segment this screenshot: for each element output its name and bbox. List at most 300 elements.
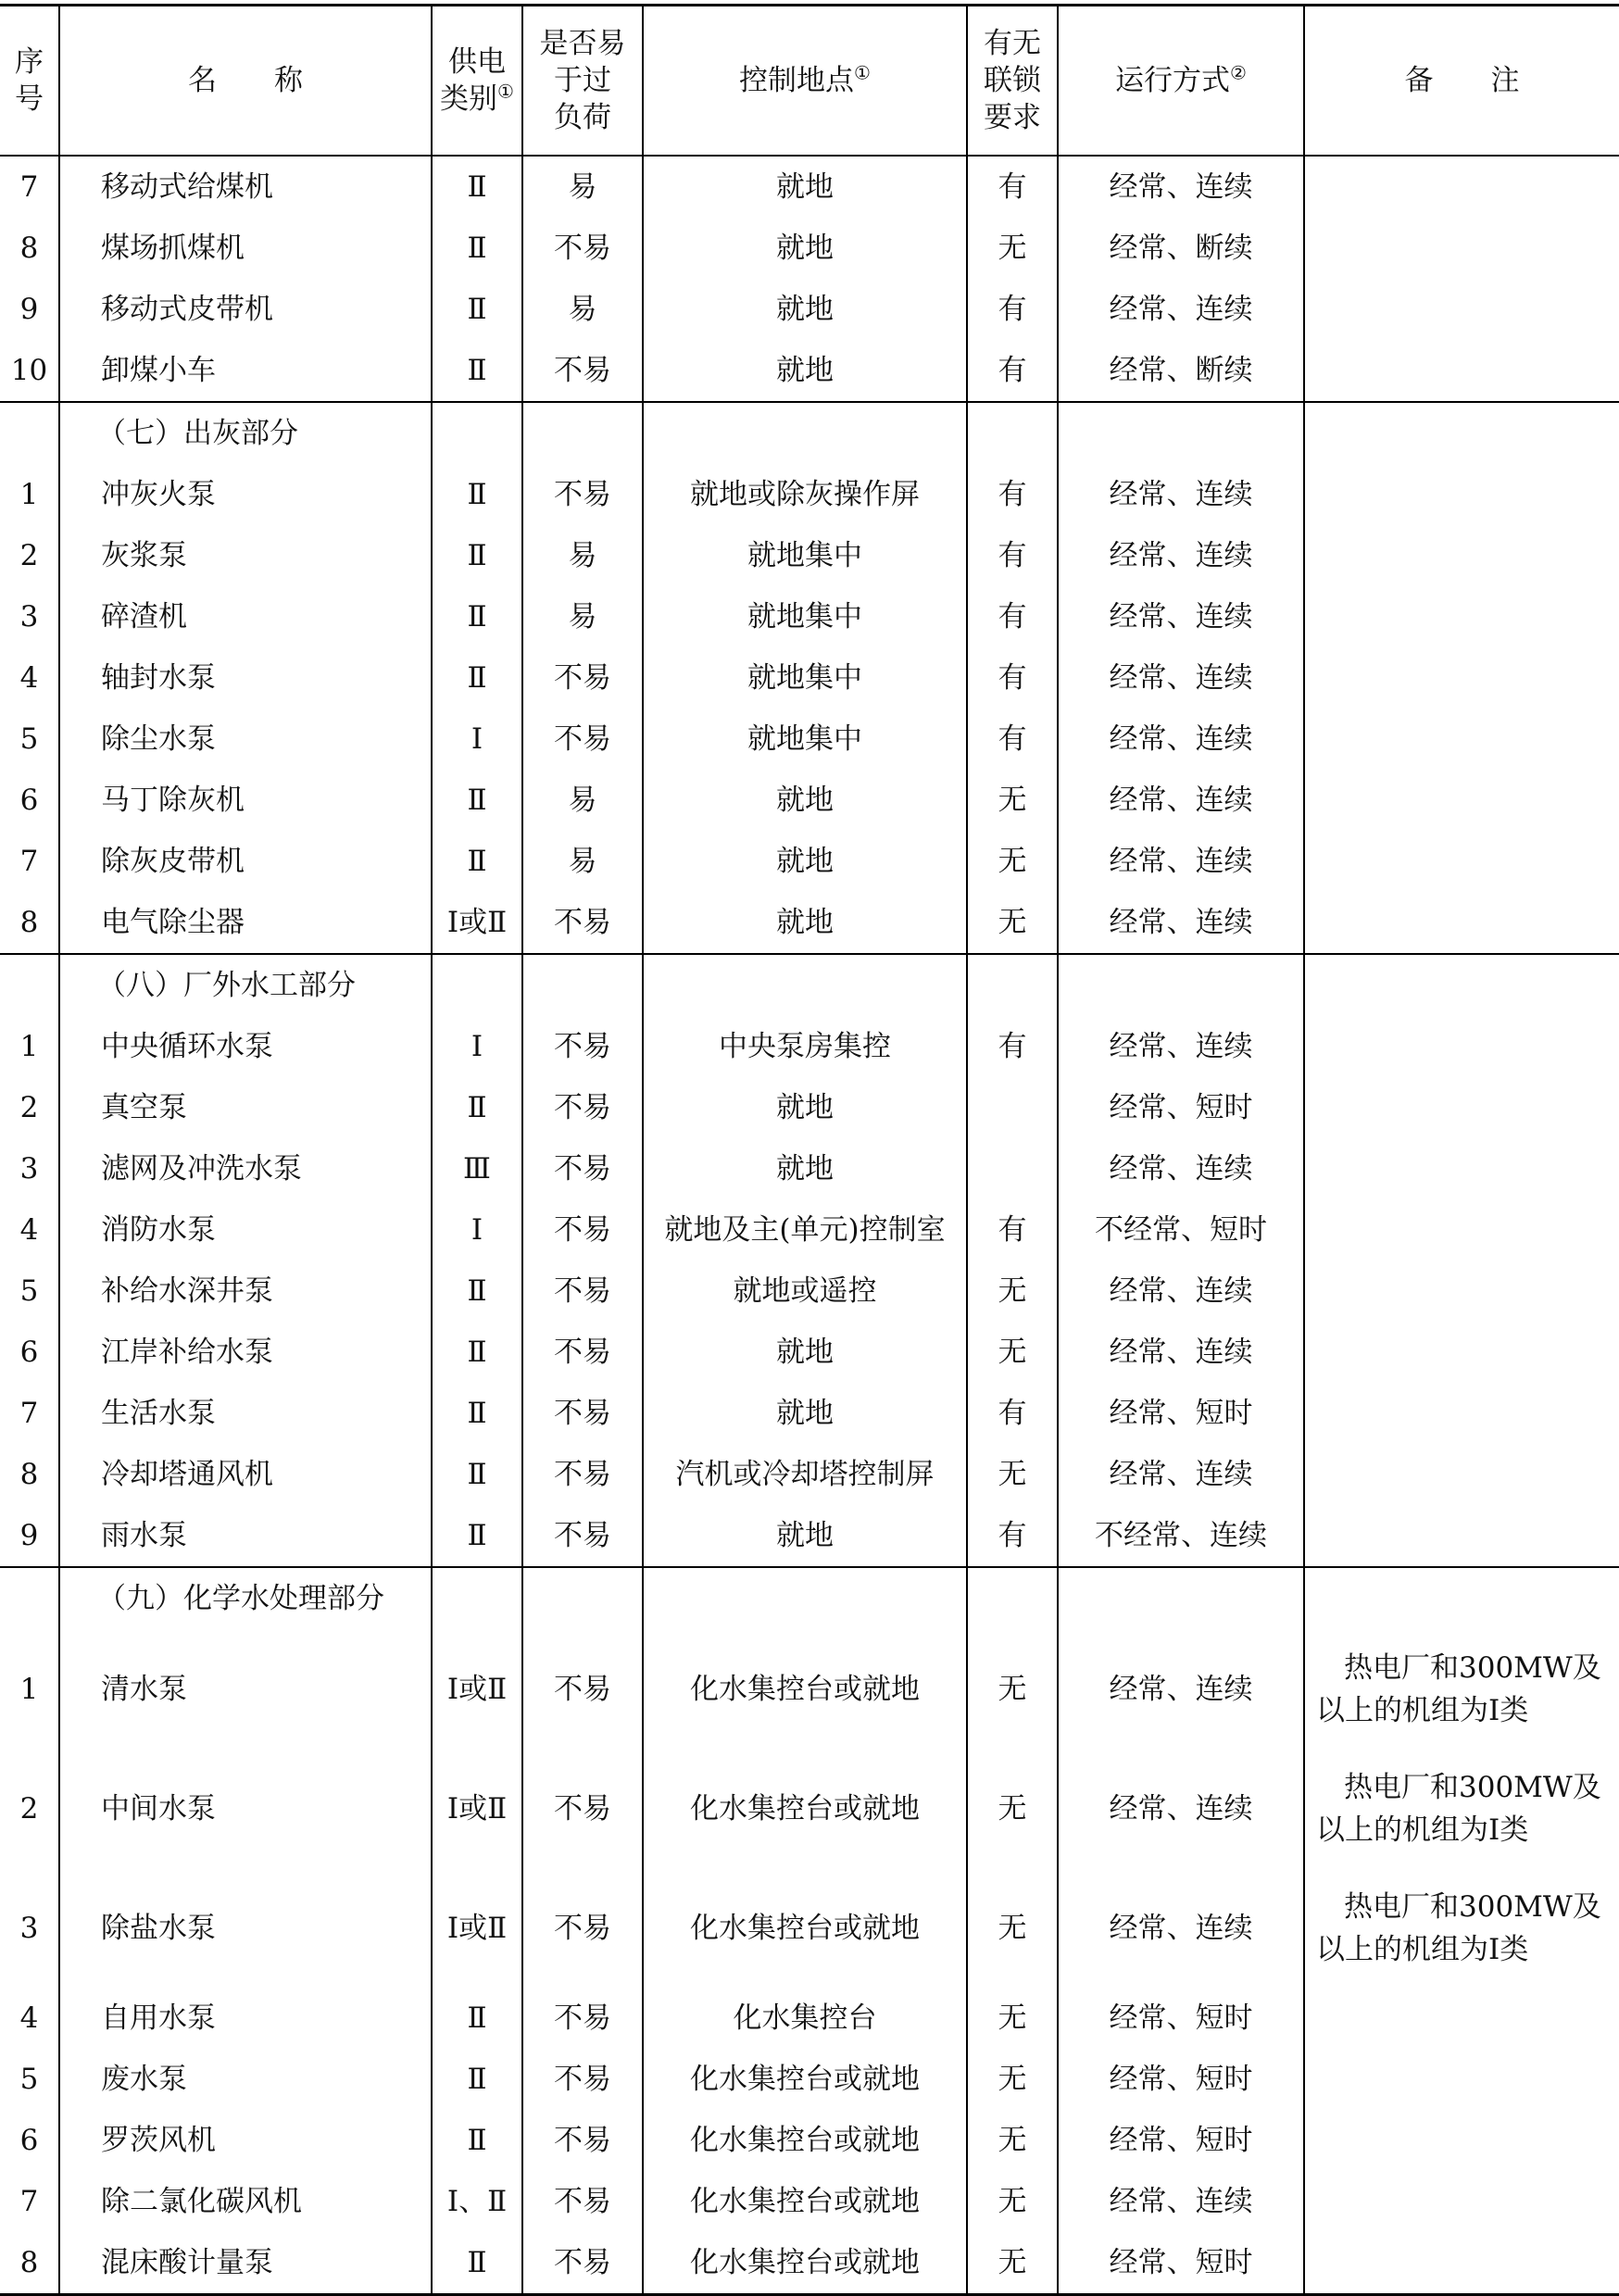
overload-prone: 不易: [522, 1016, 643, 1077]
table-cell: [432, 1567, 522, 1629]
table-cell: [432, 402, 522, 464]
overload-prone: 不易: [522, 464, 643, 525]
header-interlock-line: 联锁: [984, 64, 1041, 97]
operation-mode: 经常、连续: [1058, 1868, 1304, 1988]
remarks: [1304, 709, 1619, 770]
control-location: 就地及主(单元)控制室: [643, 1199, 967, 1261]
table-cell: [643, 954, 967, 1016]
power-class: Ⅰ: [432, 709, 522, 770]
row-number: 4: [19, 1213, 39, 1247]
equipment-name: 江岸补给水泵: [59, 1322, 432, 1383]
table-cell: [1304, 402, 1619, 464]
overload-prone: 不易: [522, 2110, 643, 2171]
control-location: 就地: [643, 340, 967, 402]
table-cell: [522, 954, 643, 1016]
table-row: [0, 1199, 1619, 1261]
equipment-name: 电气除尘器: [59, 892, 432, 954]
control-location: 化水集控台: [643, 1988, 967, 2049]
table-row: [0, 1749, 1619, 1868]
row-number: 2: [19, 539, 39, 572]
overload-prone: 不易: [522, 709, 643, 770]
interlock-required: 无: [967, 1444, 1058, 1505]
header-power-class-line: 供电: [448, 45, 506, 79]
remarks: [1304, 770, 1619, 831]
table-row: [0, 2110, 1619, 2171]
operation-mode: 经常、连续: [1058, 647, 1304, 709]
equipment-name: 碎渣机: [59, 586, 432, 647]
interlock-required: 有: [967, 1505, 1058, 1567]
interlock-required: 无: [967, 1988, 1058, 2049]
header-name: 名 称: [59, 6, 432, 157]
equipment-name: 中间水泵: [59, 1749, 432, 1868]
overload-prone: 易: [522, 770, 643, 831]
power-class: Ⅱ: [432, 156, 522, 218]
operation-mode: 经常、短时: [1058, 2049, 1304, 2110]
equipment-name: 消防水泵: [59, 1199, 432, 1261]
header-no: [0, 6, 59, 157]
row-number: 8: [19, 1458, 39, 1491]
overload-prone: 不易: [522, 340, 643, 402]
control-location: 就地: [643, 156, 967, 218]
remarks: [1304, 1868, 1619, 1988]
table-row: [0, 1629, 1619, 1749]
overload-prone: 不易: [522, 1629, 643, 1749]
control-location: 就地集中: [643, 586, 967, 647]
table-row: [0, 156, 1619, 218]
interlock-required: 无: [967, 2049, 1058, 2110]
equipment-name: 补给水深井泵: [59, 1261, 432, 1322]
power-class: Ⅱ: [432, 218, 522, 279]
equipment-name: 清水泵: [59, 1629, 432, 1749]
header-interlock-line: 有无: [984, 27, 1041, 60]
table-row: [0, 1138, 1619, 1199]
row-number: 1: [19, 1030, 39, 1063]
interlock-required: 有: [967, 586, 1058, 647]
equipment-name: 中央循环水泵: [59, 1016, 432, 1077]
header-no-line: 号: [15, 82, 44, 116]
overload-prone: 易: [522, 586, 643, 647]
overload-prone: 不易: [522, 1444, 643, 1505]
operation-mode: 经常、连续: [1058, 1138, 1304, 1199]
power-class: Ⅱ: [432, 464, 522, 525]
interlock-required: 无: [967, 218, 1058, 279]
header-power-class: [432, 6, 522, 157]
header-remarks: 备 注: [1304, 6, 1619, 157]
table-row: [0, 2049, 1619, 2110]
control-location: 化水集控台或就地: [643, 1868, 967, 1988]
remarks: [1304, 1016, 1619, 1077]
operation-mode: 经常、连续: [1058, 1016, 1304, 1077]
table-row: [0, 525, 1619, 586]
control-location: 化水集控台或就地: [643, 2049, 967, 2110]
table-row: [0, 647, 1619, 709]
power-class: Ⅰ或Ⅱ: [432, 1749, 522, 1868]
remarks: [1304, 586, 1619, 647]
equipment-name: 卸煤小车: [59, 340, 432, 402]
table-cell: [522, 1567, 643, 1629]
operation-mode: 不经常、短时: [1058, 1199, 1304, 1261]
equipment-name: 冲灰火泵: [59, 464, 432, 525]
remarks: [1304, 1077, 1619, 1138]
section-title: （九）化学水处理部分: [59, 1567, 432, 1629]
row-number: 7: [19, 1397, 39, 1430]
operation-mode: 经常、连续: [1058, 831, 1304, 892]
operation-mode: 经常、连续: [1058, 586, 1304, 647]
table-row: [0, 464, 1619, 525]
overload-prone: 易: [522, 156, 643, 218]
overload-prone: 不易: [522, 1988, 643, 2049]
interlock-required: 有: [967, 156, 1058, 218]
overload-prone: 不易: [522, 2049, 643, 2110]
table-row: [0, 340, 1619, 402]
equipment-name: 罗茨风机: [59, 2110, 432, 2171]
operation-mode: 经常、连续: [1058, 709, 1304, 770]
section-row: [0, 402, 1619, 464]
overload-prone: 不易: [522, 1322, 643, 1383]
row-number: 9: [19, 293, 39, 326]
header-interlock: [967, 6, 1058, 157]
section-row: [0, 954, 1619, 1016]
power-class: Ⅱ: [432, 525, 522, 586]
table-body: [0, 156, 1619, 2295]
equipment-name: 混床酸计量泵: [59, 2232, 432, 2295]
control-location: 化水集控台或就地: [643, 2171, 967, 2232]
operation-mode: 经常、连续: [1058, 1444, 1304, 1505]
row-number: 7: [19, 170, 39, 204]
operation-mode: 经常、断续: [1058, 340, 1304, 402]
table-row: [0, 892, 1619, 954]
remarks: [1304, 1199, 1619, 1261]
table-row: [0, 2171, 1619, 2232]
table-row: [0, 831, 1619, 892]
remarks: [1304, 831, 1619, 892]
header-overload-line: 负荷: [554, 101, 611, 134]
operation-mode: 经常、短时: [1058, 2232, 1304, 2295]
row-number: 3: [19, 1152, 39, 1186]
table-cell: [643, 402, 967, 464]
equipment-name: 移动式皮带机: [59, 279, 432, 340]
table-cell: [1058, 954, 1304, 1016]
overload-prone: 易: [522, 279, 643, 340]
table-cell: [967, 402, 1058, 464]
remarks: [1304, 2232, 1619, 2295]
power-class: Ⅱ: [432, 647, 522, 709]
table-cell: [432, 954, 522, 1016]
control-location: 就地: [643, 1138, 967, 1199]
control-location: 就地: [643, 1077, 967, 1138]
operation-mode: 经常、短时: [1058, 2110, 1304, 2171]
control-location: 就地: [643, 279, 967, 340]
interlock-required: 无: [967, 1749, 1058, 1868]
operation-mode: 经常、连续: [1058, 1629, 1304, 1749]
power-class: Ⅱ: [432, 770, 522, 831]
remarks: [1304, 340, 1619, 402]
power-class: Ⅱ: [432, 1261, 522, 1322]
section-title: （七）出灰部分: [59, 402, 432, 464]
operation-mode: 经常、连续: [1058, 464, 1304, 525]
operation-mode: 经常、连续: [1058, 770, 1304, 831]
interlock-required: 有: [967, 1016, 1058, 1077]
remarks: [1304, 2049, 1619, 2110]
power-class: Ⅲ: [432, 1138, 522, 1199]
operation-mode: 经常、短时: [1058, 1383, 1304, 1444]
header-operation: 运行方式②: [1058, 6, 1304, 157]
operation-mode: 经常、连续: [1058, 279, 1304, 340]
power-class: Ⅱ: [432, 1322, 522, 1383]
operation-mode: 经常、短时: [1058, 1077, 1304, 1138]
remarks: [1304, 1322, 1619, 1383]
interlock-required: 无: [967, 1322, 1058, 1383]
operation-mode: 经常、连续: [1058, 892, 1304, 954]
table-row: [0, 1868, 1619, 1988]
remarks: [1304, 1383, 1619, 1444]
row-number: 9: [0, 1505, 59, 1567]
table-row: [0, 1261, 1619, 1322]
power-class: Ⅱ: [432, 1505, 522, 1567]
control-location: 化水集控台或就地: [643, 1749, 967, 1868]
row-number: 5: [19, 2063, 39, 2096]
power-class: Ⅱ: [432, 586, 522, 647]
table-cell: [0, 954, 59, 1016]
operation-mode: 经常、断续: [1058, 218, 1304, 279]
remarks: [1304, 2110, 1619, 2171]
control-location: 就地集中: [643, 525, 967, 586]
overload-prone: 不易: [522, 1261, 643, 1322]
row-number: 5: [19, 1274, 39, 1308]
control-location: 化水集控台或就地: [643, 2232, 967, 2295]
overload-prone: 不易: [522, 647, 643, 709]
control-location: 中央泵房集控: [643, 1016, 967, 1077]
equipment-name: 除灰皮带机: [59, 831, 432, 892]
equipment-name: 自用水泵: [59, 1988, 432, 2049]
row-number: 1: [19, 478, 39, 511]
power-class: Ⅱ: [432, 831, 522, 892]
table-row: [0, 2232, 1619, 2295]
overload-prone: 易: [522, 831, 643, 892]
equipment-name: 废水泵: [59, 2049, 432, 2110]
operation-mode: 经常、连续: [1058, 1749, 1304, 1868]
remarks: [1304, 2171, 1619, 2232]
control-location: 就地: [643, 1383, 967, 1444]
header-control: 控制地点①: [643, 6, 967, 157]
remarks: [1304, 156, 1619, 218]
control-location: 就地: [643, 1505, 967, 1567]
remarks: [1304, 279, 1619, 340]
table-row: [0, 1322, 1619, 1383]
remarks: [1304, 218, 1619, 279]
interlock-required: 无: [967, 2171, 1058, 2232]
control-location: 汽机或冷却塔控制屏: [643, 1444, 967, 1505]
equipment-name: 轴封水泵: [59, 647, 432, 709]
overload-prone: 不易: [522, 1868, 643, 1988]
power-class: Ⅰ或Ⅱ: [432, 1868, 522, 1988]
overload-prone: 不易: [522, 1077, 643, 1138]
header-overload: [522, 6, 643, 157]
table-row: [0, 1383, 1619, 1444]
row-number: 2: [19, 1091, 39, 1124]
row-number: 6: [19, 784, 39, 817]
operation-mode: 经常、连续: [1058, 525, 1304, 586]
equipment-name: 除二氯化碳风机: [59, 2171, 432, 2232]
overload-prone: 不易: [522, 1749, 643, 1868]
table-cell: [0, 402, 59, 464]
power-class: Ⅱ: [432, 2110, 522, 2171]
power-class: Ⅱ: [432, 1444, 522, 1505]
control-location: 化水集控台或就地: [643, 1629, 967, 1749]
control-location: 就地集中: [643, 647, 967, 709]
overload-prone: 不易: [522, 1138, 643, 1199]
table-cell: [1058, 1567, 1304, 1629]
interlock-required: 有: [967, 1383, 1058, 1444]
interlock-required: 有: [967, 279, 1058, 340]
power-class: Ⅱ: [432, 1077, 522, 1138]
operation-mode: 经常、短时: [1058, 1988, 1304, 2049]
table-row: [0, 1988, 1619, 2049]
remarks: [1304, 464, 1619, 525]
power-class: Ⅱ: [432, 279, 522, 340]
control-location: 就地: [643, 218, 967, 279]
remarks: [1304, 1988, 1619, 2049]
power-class: Ⅰ: [432, 1016, 522, 1077]
control-location: 就地: [643, 892, 967, 954]
power-class: Ⅱ: [432, 2232, 522, 2295]
table-header: [0, 6, 1619, 157]
interlock-required: 无: [967, 1629, 1058, 1749]
overload-prone: 不易: [522, 892, 643, 954]
row-number: 6: [19, 1336, 39, 1369]
row-number: 8: [0, 892, 59, 954]
interlock-required: 无: [967, 831, 1058, 892]
control-location: 就地或遥控: [643, 1261, 967, 1322]
row-number: 3: [19, 1911, 39, 1945]
table-row: [0, 279, 1619, 340]
remarks-text: 热电厂和300MW及以上的机组为Ⅰ类: [1316, 1770, 1601, 1847]
overload-prone: 不易: [522, 218, 643, 279]
header-overload-line: 是否易: [539, 27, 626, 60]
remarks: [1304, 1138, 1619, 1199]
equipment-name: 灰浆泵: [59, 525, 432, 586]
row-number: 10: [0, 340, 59, 402]
equipment-name: 除尘水泵: [59, 709, 432, 770]
power-class: Ⅰ、Ⅱ: [432, 2171, 522, 2232]
header-interlock-line: 要求: [984, 101, 1041, 134]
overload-prone: 不易: [522, 2171, 643, 2232]
interlock-required: 无: [967, 892, 1058, 954]
interlock-required: [967, 1138, 1058, 1199]
table-row: [0, 218, 1619, 279]
overload-prone: 不易: [522, 1505, 643, 1567]
table-cell: [967, 954, 1058, 1016]
interlock-required: 无: [967, 1868, 1058, 1988]
row-number: 3: [19, 600, 39, 634]
remarks-text: 热电厂和300MW及以上的机组为Ⅰ类: [1316, 1650, 1601, 1727]
table-cell: [0, 1567, 59, 1629]
equipment-name: 煤场抓煤机: [59, 218, 432, 279]
table-cell: [1058, 402, 1304, 464]
interlock-required: 有: [967, 1199, 1058, 1261]
control-location: 就地: [643, 1322, 967, 1383]
row-number: 2: [19, 1791, 39, 1826]
power-class: Ⅰ: [432, 1199, 522, 1261]
header-no-line: 序: [15, 45, 44, 79]
control-location: 就地: [643, 770, 967, 831]
operation-mode: 经常、连续: [1058, 2171, 1304, 2232]
table-row: [0, 586, 1619, 647]
power-class: Ⅱ: [432, 1988, 522, 2049]
interlock-required: 有: [967, 525, 1058, 586]
power-class: Ⅱ: [432, 2049, 522, 2110]
interlock-required: 有: [967, 464, 1058, 525]
remarks: [1304, 892, 1619, 954]
remarks: [1304, 1505, 1619, 1567]
table-row: [0, 1505, 1619, 1567]
remarks: [1304, 1629, 1619, 1749]
interlock-required: 无: [967, 2232, 1058, 2295]
interlock-required: [967, 1077, 1058, 1138]
table-cell: [643, 1567, 967, 1629]
row-number: 7: [19, 845, 39, 878]
row-number: 7: [19, 2185, 39, 2218]
header-power-class-line: 类别①: [440, 80, 514, 116]
table-row: [0, 1444, 1619, 1505]
interlock-required: 无: [967, 770, 1058, 831]
equipment-name: 移动式给煤机: [59, 156, 432, 218]
remarks: [1304, 1749, 1619, 1868]
remarks: [1304, 1444, 1619, 1505]
equipment-name: 除盐水泵: [59, 1868, 432, 1988]
overload-prone: 不易: [522, 1383, 643, 1444]
table-row: [0, 770, 1619, 831]
interlock-required: 有: [967, 647, 1058, 709]
table-cell: [522, 402, 643, 464]
equipment-table: [0, 4, 1619, 2296]
operation-mode: 经常、连续: [1058, 1322, 1304, 1383]
equipment-name: 冷却塔通风机: [59, 1444, 432, 1505]
overload-prone: 不易: [522, 1199, 643, 1261]
operation-mode: 经常、连续: [1058, 156, 1304, 218]
control-location: 就地集中: [643, 709, 967, 770]
interlock-required: 无: [967, 2110, 1058, 2171]
operation-mode: 经常、连续: [1058, 1261, 1304, 1322]
interlock-required: 有: [967, 709, 1058, 770]
equipment-name: 真空泵: [59, 1077, 432, 1138]
row-number: 1: [19, 1672, 39, 1706]
power-class: Ⅱ: [432, 1383, 522, 1444]
row-number: 4: [19, 2001, 39, 2035]
section-title: （八）厂外水工部分: [59, 954, 432, 1016]
power-class: Ⅱ: [432, 340, 522, 402]
table-cell: [967, 1567, 1058, 1629]
control-location: 就地或除灰操作屏: [643, 464, 967, 525]
interlock-required: 有: [967, 340, 1058, 402]
power-class: Ⅰ或Ⅱ: [432, 1629, 522, 1749]
table-row: [0, 1016, 1619, 1077]
table-cell: [1304, 1567, 1619, 1629]
overload-prone: 易: [522, 525, 643, 586]
interlock-required: 无: [967, 1261, 1058, 1322]
row-number: 6: [19, 2124, 39, 2157]
remarks: [1304, 525, 1619, 586]
table-cell: [1304, 954, 1619, 1016]
control-location: 就地: [643, 831, 967, 892]
overload-prone: 不易: [522, 2232, 643, 2295]
remarks: [1304, 1261, 1619, 1322]
operation-mode: 不经常、连续: [1058, 1505, 1304, 1567]
equipment-name: 滤网及冲洗水泵: [59, 1138, 432, 1199]
row-number: 4: [19, 661, 39, 695]
section-row: [0, 1567, 1619, 1629]
equipment-name: 生活水泵: [59, 1383, 432, 1444]
